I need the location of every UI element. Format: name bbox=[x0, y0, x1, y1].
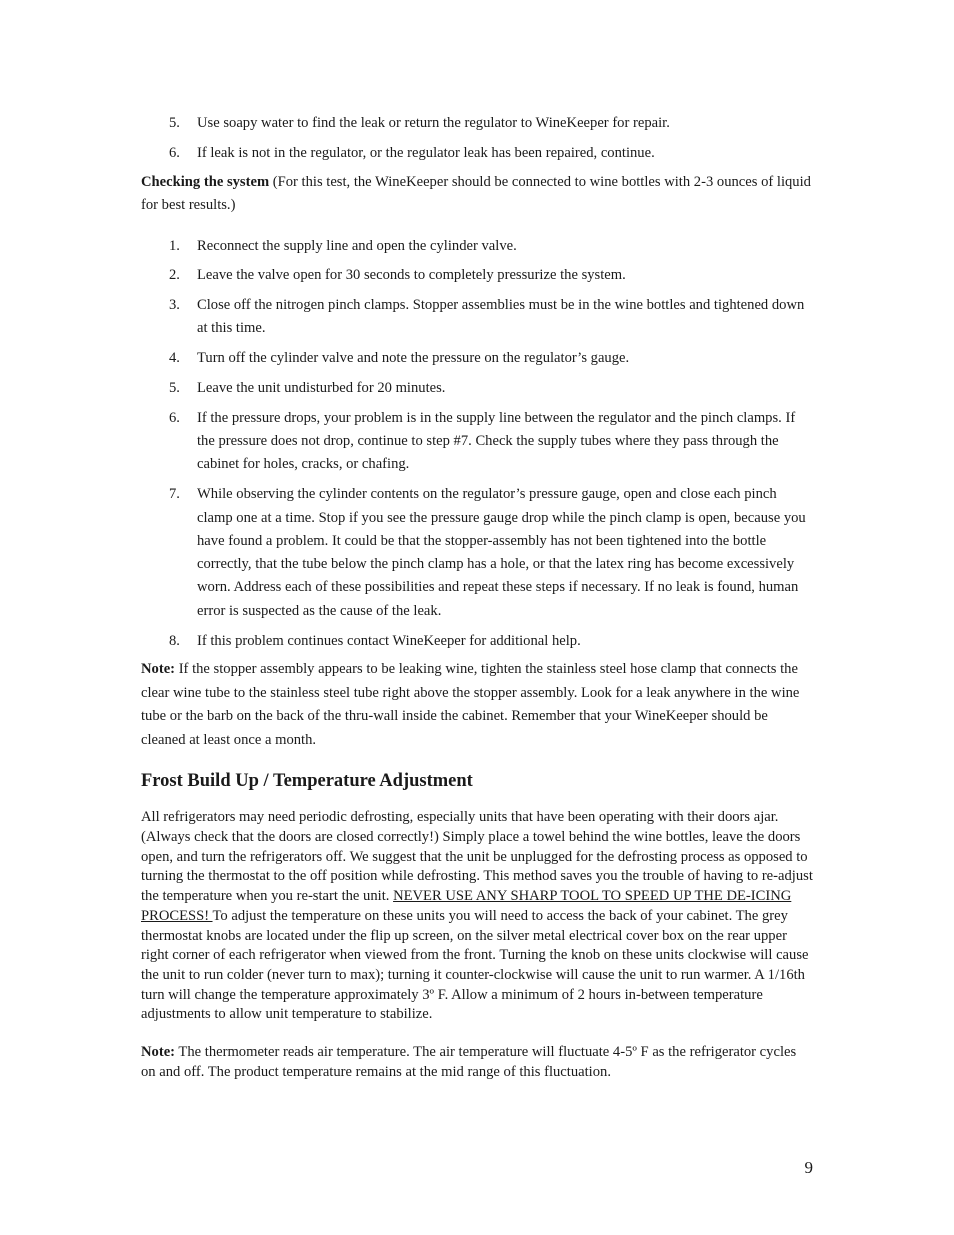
list-item: 4. Turn off the cylinder valve and note the pressure on the regulator’s gauge. bbox=[169, 350, 630, 367]
list-item: 5. Leave the unit undisturbed for 20 minutes. bbox=[169, 380, 446, 397]
list-item: 2. Leave the valve open for 30 seconds to completely pressurize the system. bbox=[169, 267, 626, 284]
checking-system-label: Checking the system bbox=[141, 173, 270, 190]
note-paragraph-2: Note: The thermometer reads air temperature. The air temperature will fluctuate 4-5º F as the refrigerator cycles on and off. The product temperature remains at the mid range of this fluctuation. bbox=[141, 1044, 797, 1080]
list-item: 6. If leak is not in the regulator, or the regulator leak has been repaired, continue. bbox=[169, 144, 655, 161]
list-item: 3. Close off the nitrogen pinch clamps. Stopper assemblies must be in the wine bottles and tightened down at this time. bbox=[169, 297, 805, 337]
list-item: 8. If this problem continues contact WineKeeper for additional help. bbox=[169, 632, 581, 649]
list-item: 5. Use soapy water to find the leak or return the regulator to WineKeeper for repair. bbox=[169, 115, 670, 131]
page-number: 9 bbox=[804, 1158, 813, 1177]
frost-paragraph: All refrigerators may need periodic defrosting, especially units that have been operating with their doors ajar. (Always check that the doors are closed correctly!) Simply place a towel behind the wine bottles, leave the doors open, and turn the refrigerators off. We suggest that the unit be unplugged for the defrosting process as opposed to turning the thermostat to the off position while defrosting. This method saves you the trouble of having to re-adjust the temperature when you re-start the unit. NEVER USE ANY SHARP TOOL TO SPEED UP THE DE-ICING PROCESS! To adjust the temperature on these units you will need to access the back of your cabinet. The grey thermostat knobs are located under the flip up screen, on the silver metal electrical cover box on the rear upper right corner of each refrigerator when viewed from the front. Turning the knob on these units clockwise will cause the unit to run colder (never turn to max); turning it counter-clockwise will cause the unit to run warmer. A 1/16th turn will change the temperature approximately 3º F. Allow a minimum of 2 hours in-between temperature adjustments to allow unit temperature to stabilize. bbox=[141, 809, 813, 1023]
note-paragraph: Note: If the stopper assembly appears to be leaking wine, tighten the stainless steel hose clamp that connects the clear wine tube to the stainless steel tube right above the stopper assembly. Look for a leak anywhere in the wine tube or the barb on the back of the thru-wall inside the cabinet. Remember that your WineKeeper should be cleaned at least once a month. bbox=[141, 661, 800, 748]
list-item: 1. Reconnect the supply line and open the cylinder valve. bbox=[169, 237, 517, 254]
list-item: 6. If the pressure drops, your problem is in the supply line between the regulator and the pinch clamps. If the pressure does not drop, continue to step #7. Check the supply tubes where they pass through the cabinet for holes, cracks, or chafing. bbox=[169, 409, 796, 473]
note-label: Note: bbox=[141, 661, 176, 678]
note-label: Note: bbox=[141, 1044, 176, 1061]
warning-underline: NEVER USE ANY SHARP TOOL TO SPEED UP THE DE-ICING PROCESS! bbox=[141, 888, 792, 924]
list-top bbox=[141, 112, 814, 165]
list-checking bbox=[141, 235, 814, 653]
page-body bbox=[141, 112, 814, 1082]
list-item: 7. While observing the cylinder contents on the regulator’s pressure gauge, open and close each pinch clamp one at a time. Stop if you see the pressure gauge drop while the pinch clamp is open, because you have found a problem. It could be that the stopper-assembly has not been tightened into the bottle correctly, that the tube below the pinch clamp has a hole, or that the latex ring has become excessively worn. Address each of these possibilities and repeat these steps if necessary. If no leak is found, human error is suspected as the cause of the leak. bbox=[169, 486, 806, 619]
checking-system-paragraph: Checking the system (For this test, the WineKeeper should be connected to wine bottles with 2-3 ounces of liquid for best results.) bbox=[141, 173, 811, 214]
section-heading: Frost Build Up / Temperature Adjustment bbox=[141, 771, 473, 792]
